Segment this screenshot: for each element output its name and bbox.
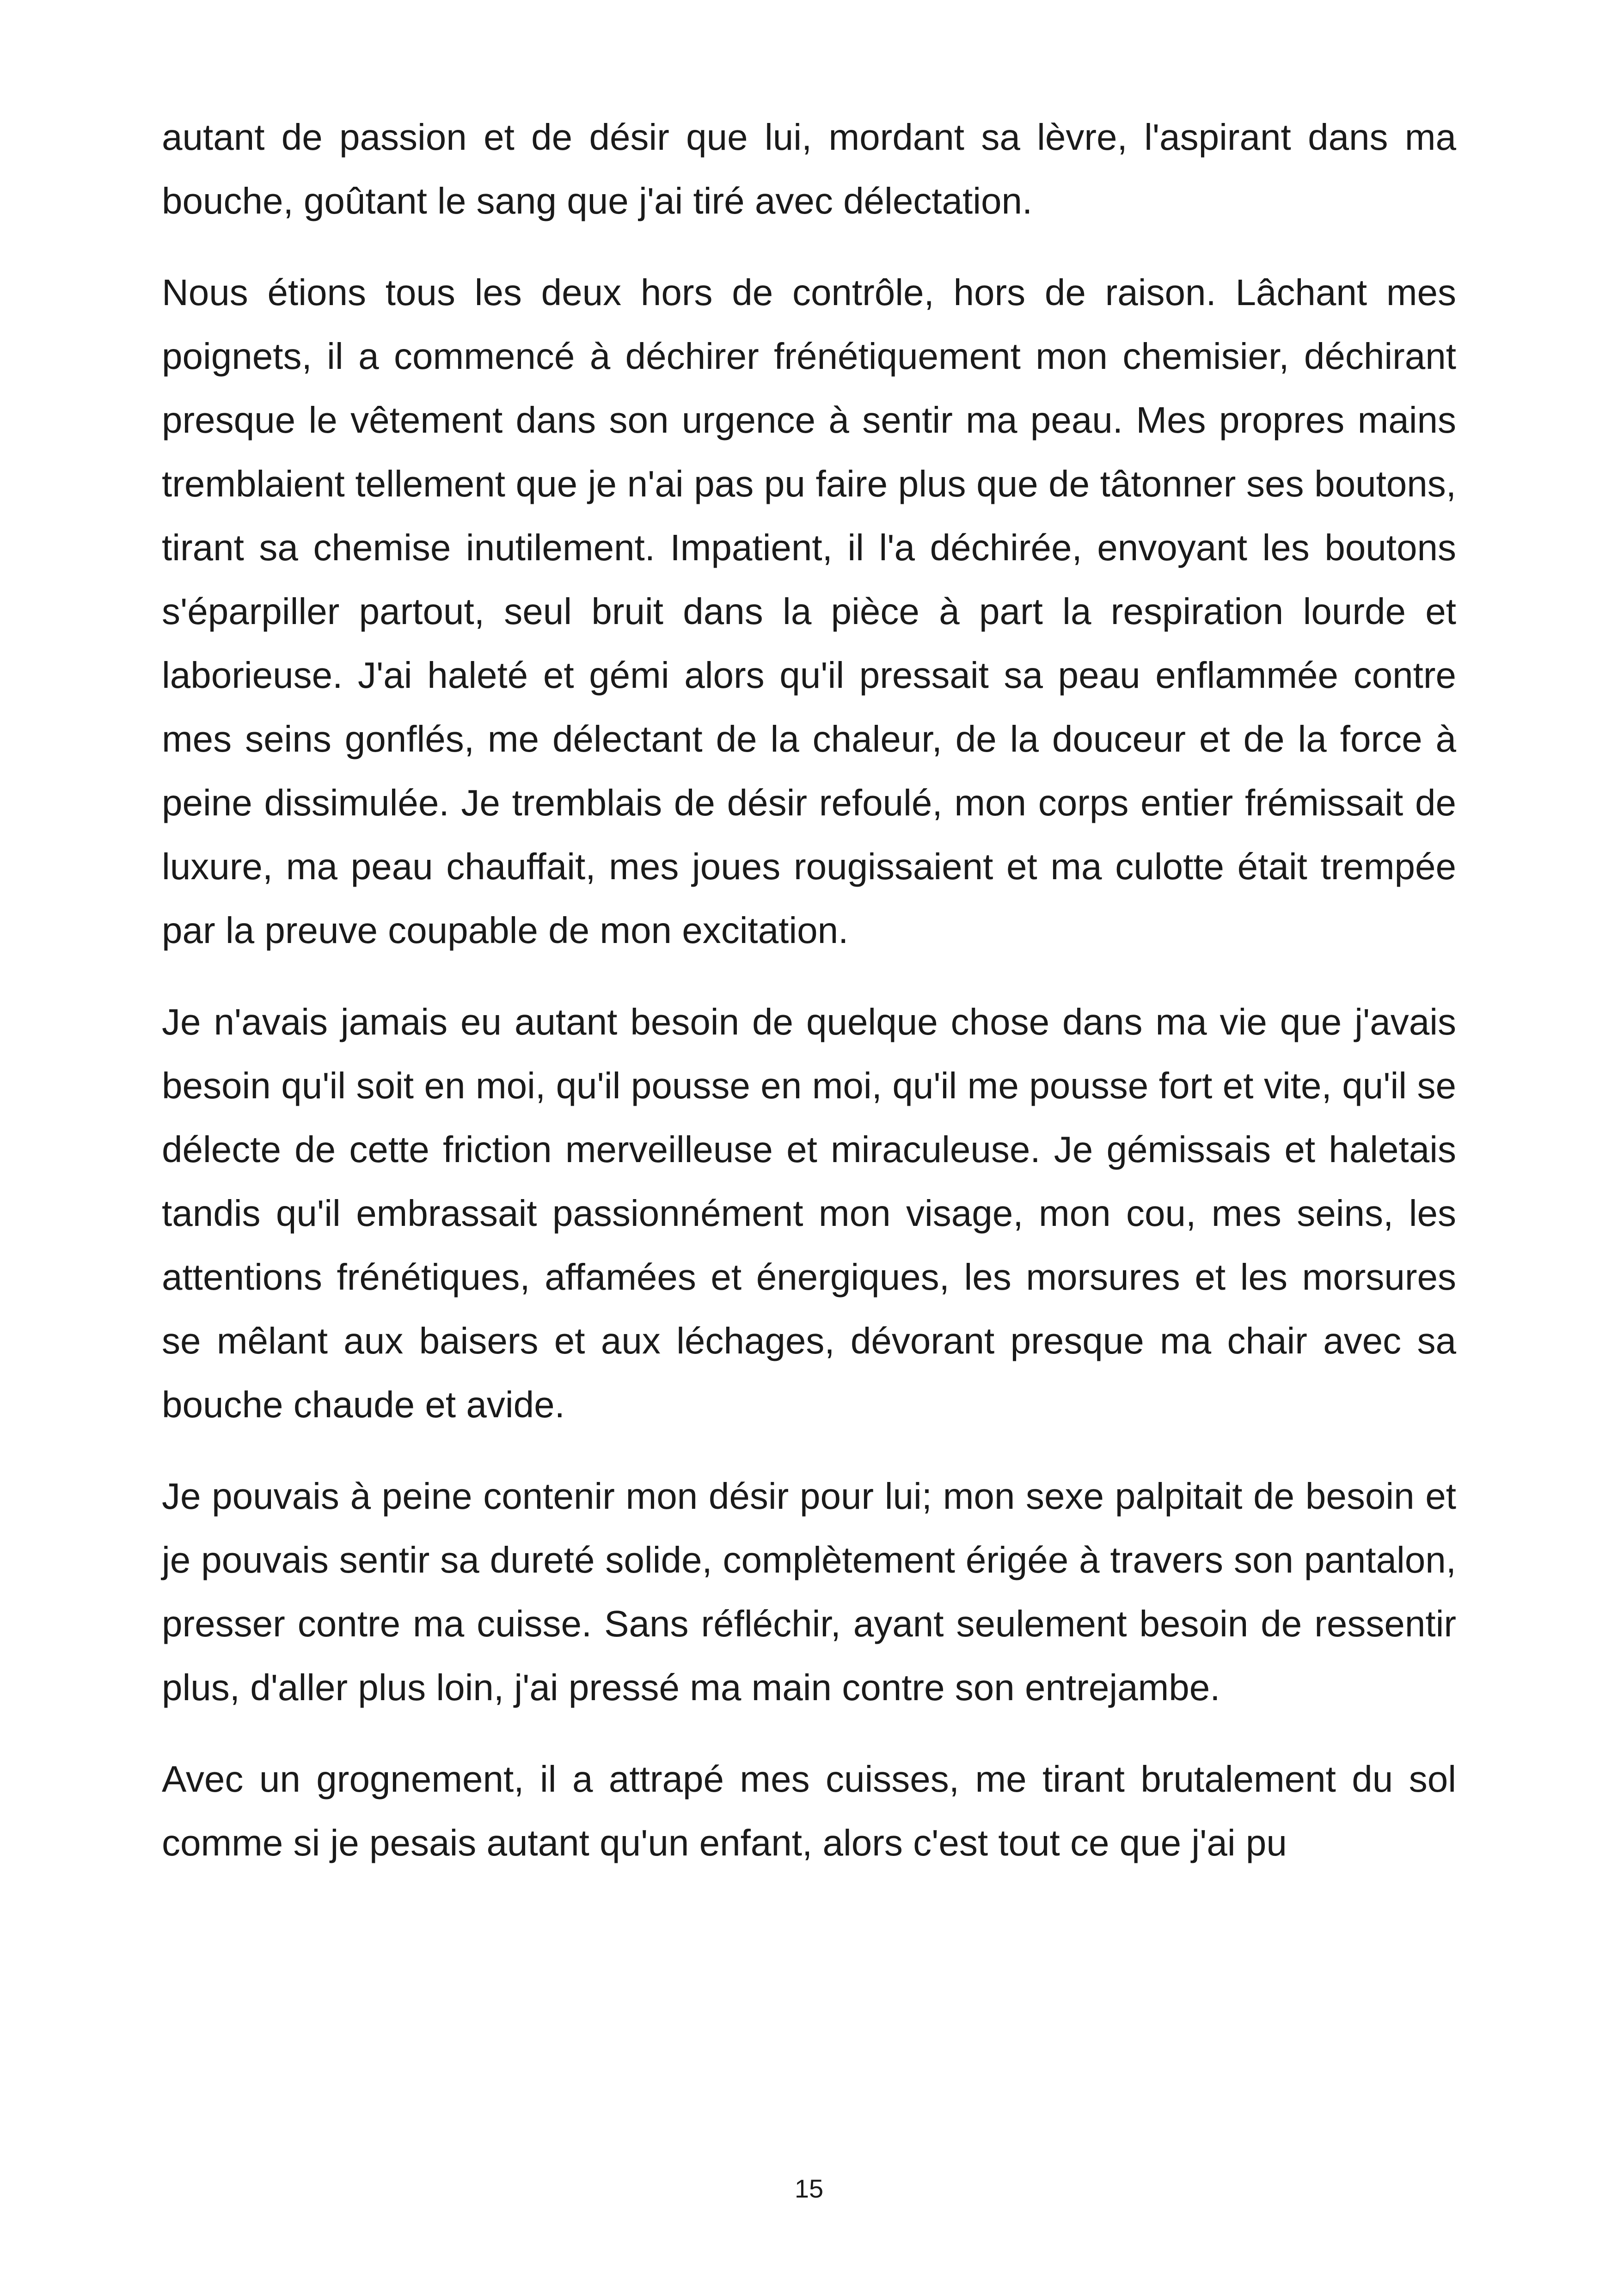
paragraph-5: Avec un grognement, il a attrapé mes cuisses, me tirant brutalement du sol comme si je pesais autant qu'un enfant, alors c'est tout ce que j'ai pu [162, 1758, 1456, 1863]
paragraph-3: Je n'avais jamais eu autant besoin de quelque chose dans ma vie que j'avais besoin qu'il soit en moi, qu'il pousse en moi, qu'il me pousse fort et vite, qu'il se délecte de cette friction merveilleuse et miraculeuse. Je gémissais et haletais tandis qu'il embrassait passionnément mon visage, mon cou, mes seins, les attentions frénétiques, affamées et énergiques, les morsures et les morsures se mêlant aux baisers et aux léchages, dévorant presque ma chair avec sa bouche chaude et avide. [162, 1001, 1456, 1425]
page-number: 15 [794, 2174, 824, 2203]
paragraph-2: Nous étions tous les deux hors de contrôle, hors de raison. Lâchant mes poignets, il a commencé à déchirer frénétiquement mon chemisier, déchirant presque le vêtement dans son urgence à sentir ma peau. Mes propres mains tremblaient tellement que je n'ai pas pu faire plus que de tâtonner ses boutons, tirant sa chemise inutilement. Impatient, il l'a déchirée, envoyant les boutons s'éparpiller partout, seul bruit dans la pièce à part la respiration lourde et laborieuse. J'ai haleté et gémi alors qu'il pressait sa peau enflammée contre mes seins gonflés, me délectant de la chaleur, de la douceur et de la force à peine dissimulée. Je tremblais de désir refoulé, mon corps entier frémissait de luxure, ma peau chauffait, mes joues rougissaient et ma culotte était trempée par la preuve coupable de mon excitation. [162, 272, 1456, 951]
paragraph-4: Je pouvais à peine contenir mon désir pour lui; mon sexe palpitait de besoin et je pouvais sentir sa dureté solide, complètement érigée à travers son pantalon, presser contre ma cuisse. Sans réfléchir, ayant seulement besoin de ressentir plus, d'aller plus loin, j'ai pressé ma main contre son entrejambe. [162, 1476, 1456, 1708]
body-text [162, 105, 1456, 1903]
paragraph-1: autant de passion et de désir que lui, mordant sa lèvre, l'aspirant dans ma bouche, goûtant le sang que j'ai tiré avec délectation. [162, 116, 1456, 221]
